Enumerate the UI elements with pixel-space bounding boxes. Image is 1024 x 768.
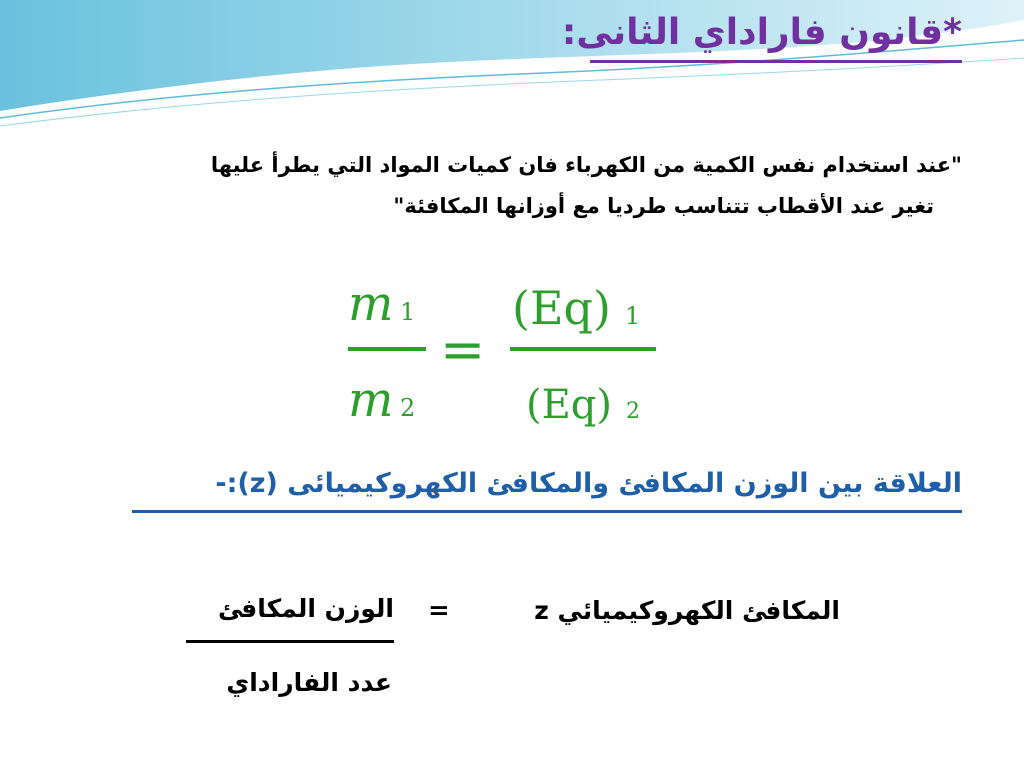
numerator-right-subscript: 1 [625, 302, 641, 330]
faraday-ratio-formula [340, 268, 670, 438]
denominator-right-equivalent: (Eq) [526, 382, 613, 428]
right-fraction-bar [510, 347, 656, 351]
law-statement-line-2: تغير عند الأقطاب تتناسب طرديا مع أوزانها المكافئة" [393, 194, 934, 218]
numerator-left-mass: m [348, 276, 394, 332]
law-statement-line-1: "عند استخدام نفس الكمية من الكهرباء فان كميات المواد التي يطرأ عليها [210, 153, 962, 177]
left-fraction-bar [348, 347, 426, 351]
denominator-left-mass: m [348, 372, 394, 428]
equation-equals-sign: = [428, 596, 450, 626]
equation-fraction-bar [186, 640, 394, 643]
denominator-left-subscript: 2 [400, 394, 416, 422]
equation-numerator: الوزن المكافئ [218, 594, 394, 623]
title-underline [590, 60, 962, 63]
equation-denominator: عدد الفاراداي [226, 668, 392, 697]
relation-heading: العلاقة بين الوزن المكافئ والمكافئ الكهروكيميائى (z):- [215, 468, 962, 499]
numerator-left-subscript: 1 [400, 298, 416, 326]
formula-equals-sign: = [440, 318, 486, 381]
numerator-right-equivalent: (Eq) [512, 281, 611, 335]
relation-heading-underline [132, 510, 962, 513]
denominator-right-subscript: 2 [626, 399, 640, 424]
slide-title: *قانون فاراداي الثانى: [561, 12, 962, 53]
electrochemical-equivalent-label: المكافئ الكهروكيميائي z [534, 596, 840, 625]
